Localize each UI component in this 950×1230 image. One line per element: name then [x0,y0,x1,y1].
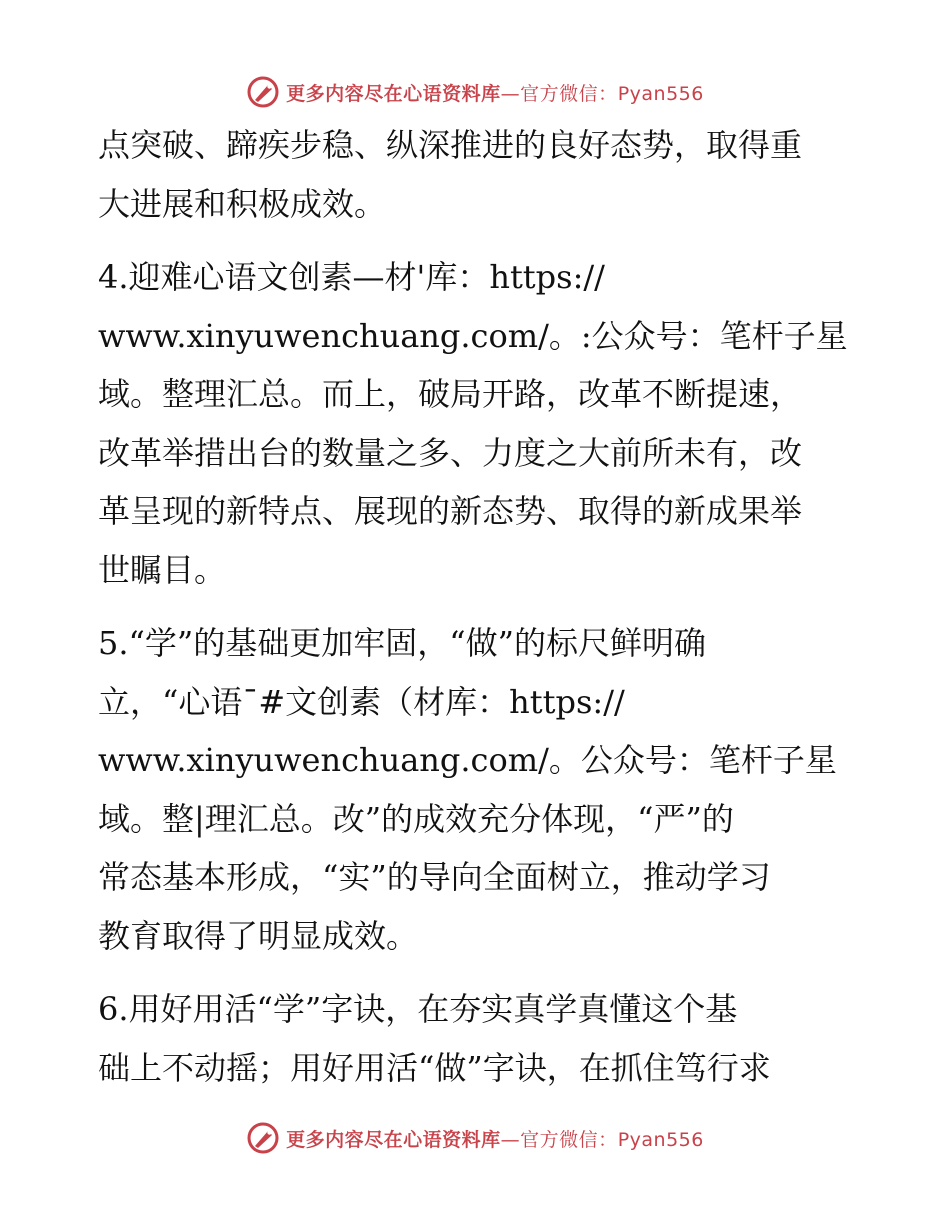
header-watermark [0,72,950,112]
paragraph-continuation: 点突破、蹄疾步稳、纵深推进的良好态势，取得重 大进展和积极成效。 [98,126,803,223]
watermark-dash: — [500,1128,521,1151]
paragraph-item-6: 6.用好用活“学”字诀，在夯实真学真懂这个基 础上不动摇；用好用活“做”字诀，在抓住笃行求 [98,990,771,1087]
paragraph-item-5: 5.“学”的基础更加牢固，“做”的标尺鲜明确 立，“心语¯#文创素（材库：https:// www.xinyuwenchuang.com/。公众号：笔杆子星 域。整|理汇总。改”的成效充分体现，“严”的 常态基本形成，“实”的导向全面树立，推动学习 教育取得了明显成效。 [98,624,837,955]
watermark-official: 官方微信： [520,1128,618,1151]
watermark-text [286,1125,704,1152]
paragraph-item-4: 4.迎难心语文创素—材'库：https:// www.xinyuwenchuang.com/。:公众号：笔杆子星 域。整理汇总。而上，破局开路，改革不断提速， 改革举措出台的数量之多、力度之大前所未有，改 革呈现的新特点、展现的新态势、取得的新成果举 世瞩目。 [98,258,848,589]
watermark-text [286,79,704,106]
watermark-brand: 更多内容尽在心语资料库 [286,82,501,105]
pen-nib-circle-icon [246,1121,280,1155]
watermark-brand: 更多内容尽在心语资料库 [286,1128,501,1151]
watermark-dash: — [500,82,521,105]
document-body [98,116,858,1097]
watermark-wechat: Pyan556 [617,1128,704,1151]
footer-watermark [0,1118,950,1158]
watermark-official: 官方微信： [520,82,618,105]
watermark-wechat: Pyan556 [617,82,704,105]
pen-nib-circle-icon [246,75,280,109]
